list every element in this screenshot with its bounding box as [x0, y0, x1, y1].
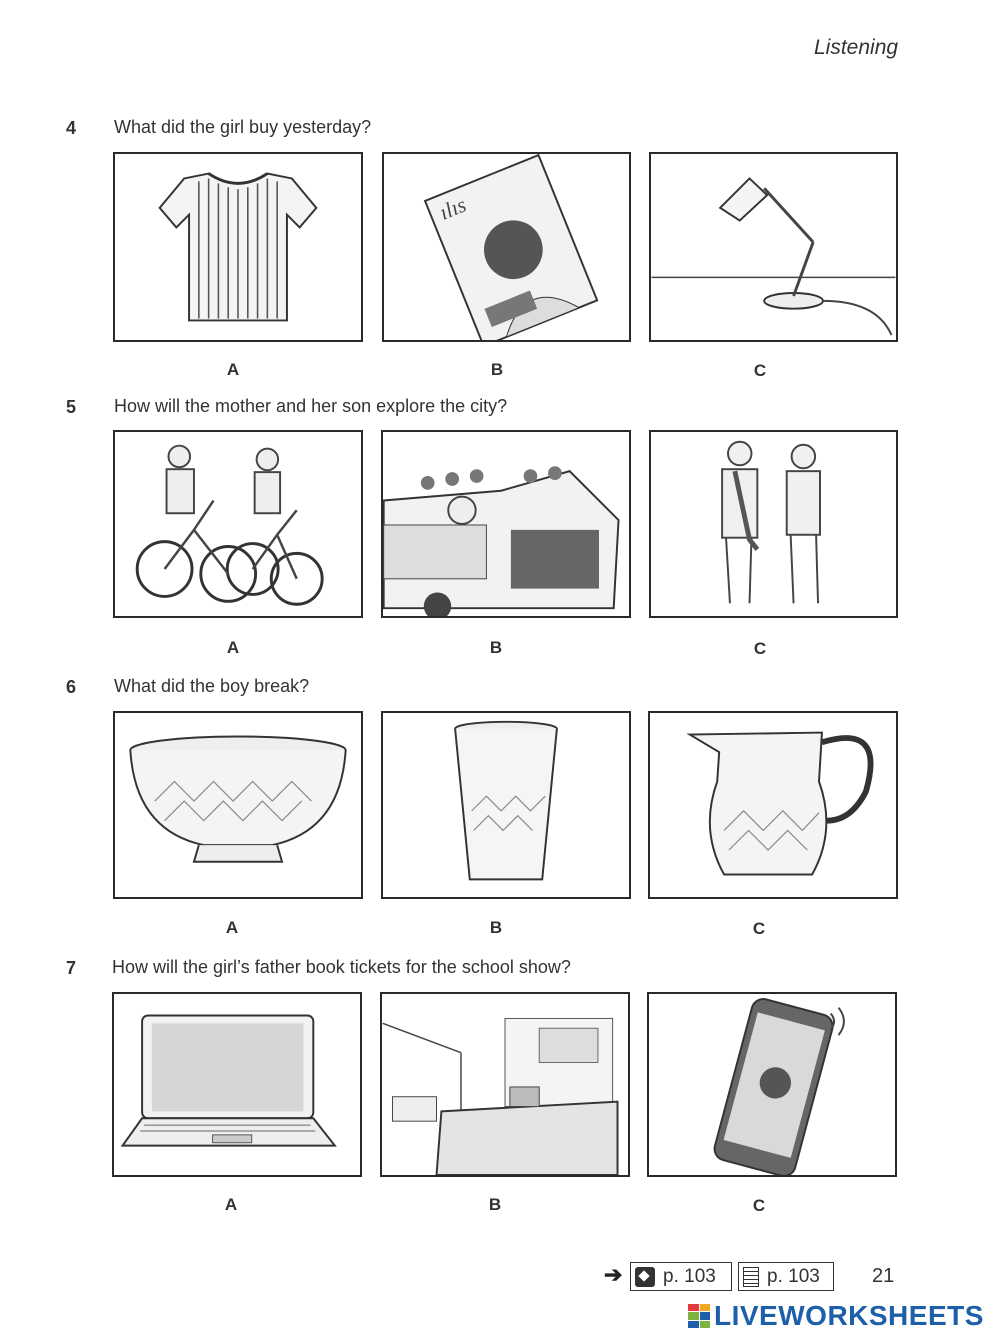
- book-icon: [635, 1267, 655, 1287]
- question-number: 6: [66, 677, 77, 697]
- svg-text:ılıs: ılıs: [436, 192, 470, 225]
- option-label: B: [490, 360, 504, 379]
- page-number: 21: [872, 1265, 895, 1287]
- option-label: A: [224, 1195, 238, 1214]
- option-label: B: [489, 918, 503, 937]
- notepad-icon: [743, 1267, 759, 1287]
- question-number: 5: [66, 397, 77, 417]
- option-c-jug-image[interactable]: [648, 711, 898, 899]
- option-label: C: [753, 639, 767, 658]
- question-text: How will the mother and her son explore the city?: [114, 396, 508, 416]
- brand-name: LIVEWORKSHEETS: [714, 1300, 984, 1331]
- question-number: 7: [66, 958, 77, 978]
- reference-text: p. 103: [663, 1265, 716, 1287]
- question-text: How will the girl’s father book tickets for the school show?: [112, 957, 571, 977]
- option-a-bicycles-image[interactable]: [113, 430, 363, 618]
- option-label: A: [226, 638, 240, 657]
- question-text: What did the boy break?: [114, 676, 310, 696]
- option-c-phone-image[interactable]: [647, 992, 897, 1177]
- reference-text: p. 103: [767, 1265, 820, 1287]
- option-label: C: [752, 1196, 766, 1215]
- option-a-tshirt-image[interactable]: [113, 152, 363, 342]
- section-title: Listening: [814, 36, 899, 59]
- liveworksheets-brand[interactable]: [688, 1300, 984, 1332]
- option-label: A: [226, 360, 240, 379]
- reference-link-1[interactable]: [630, 1262, 732, 1291]
- option-b-magazine-image[interactable]: [382, 152, 631, 342]
- option-b-bus-image[interactable]: [381, 430, 631, 618]
- option-label: A: [225, 918, 239, 937]
- reference-link-2[interactable]: [738, 1262, 834, 1291]
- option-c-walking-image[interactable]: [649, 430, 898, 618]
- option-a-bowl-image[interactable]: [113, 711, 363, 899]
- option-label: C: [752, 919, 766, 938]
- option-label: C: [753, 361, 767, 380]
- question-text: What did the girl buy yesterday?: [114, 117, 372, 137]
- option-b-office-image[interactable]: [380, 992, 630, 1177]
- liveworksheets-logo-icon: [688, 1304, 710, 1328]
- question-number: 4: [66, 118, 77, 138]
- option-b-glass-image[interactable]: [381, 711, 631, 899]
- option-label: B: [488, 1195, 502, 1214]
- option-c-lamp-image[interactable]: [649, 152, 898, 342]
- option-a-laptop-image[interactable]: [112, 992, 362, 1177]
- arrow-icon: ➔: [604, 1262, 623, 1287]
- option-label: B: [489, 638, 503, 657]
